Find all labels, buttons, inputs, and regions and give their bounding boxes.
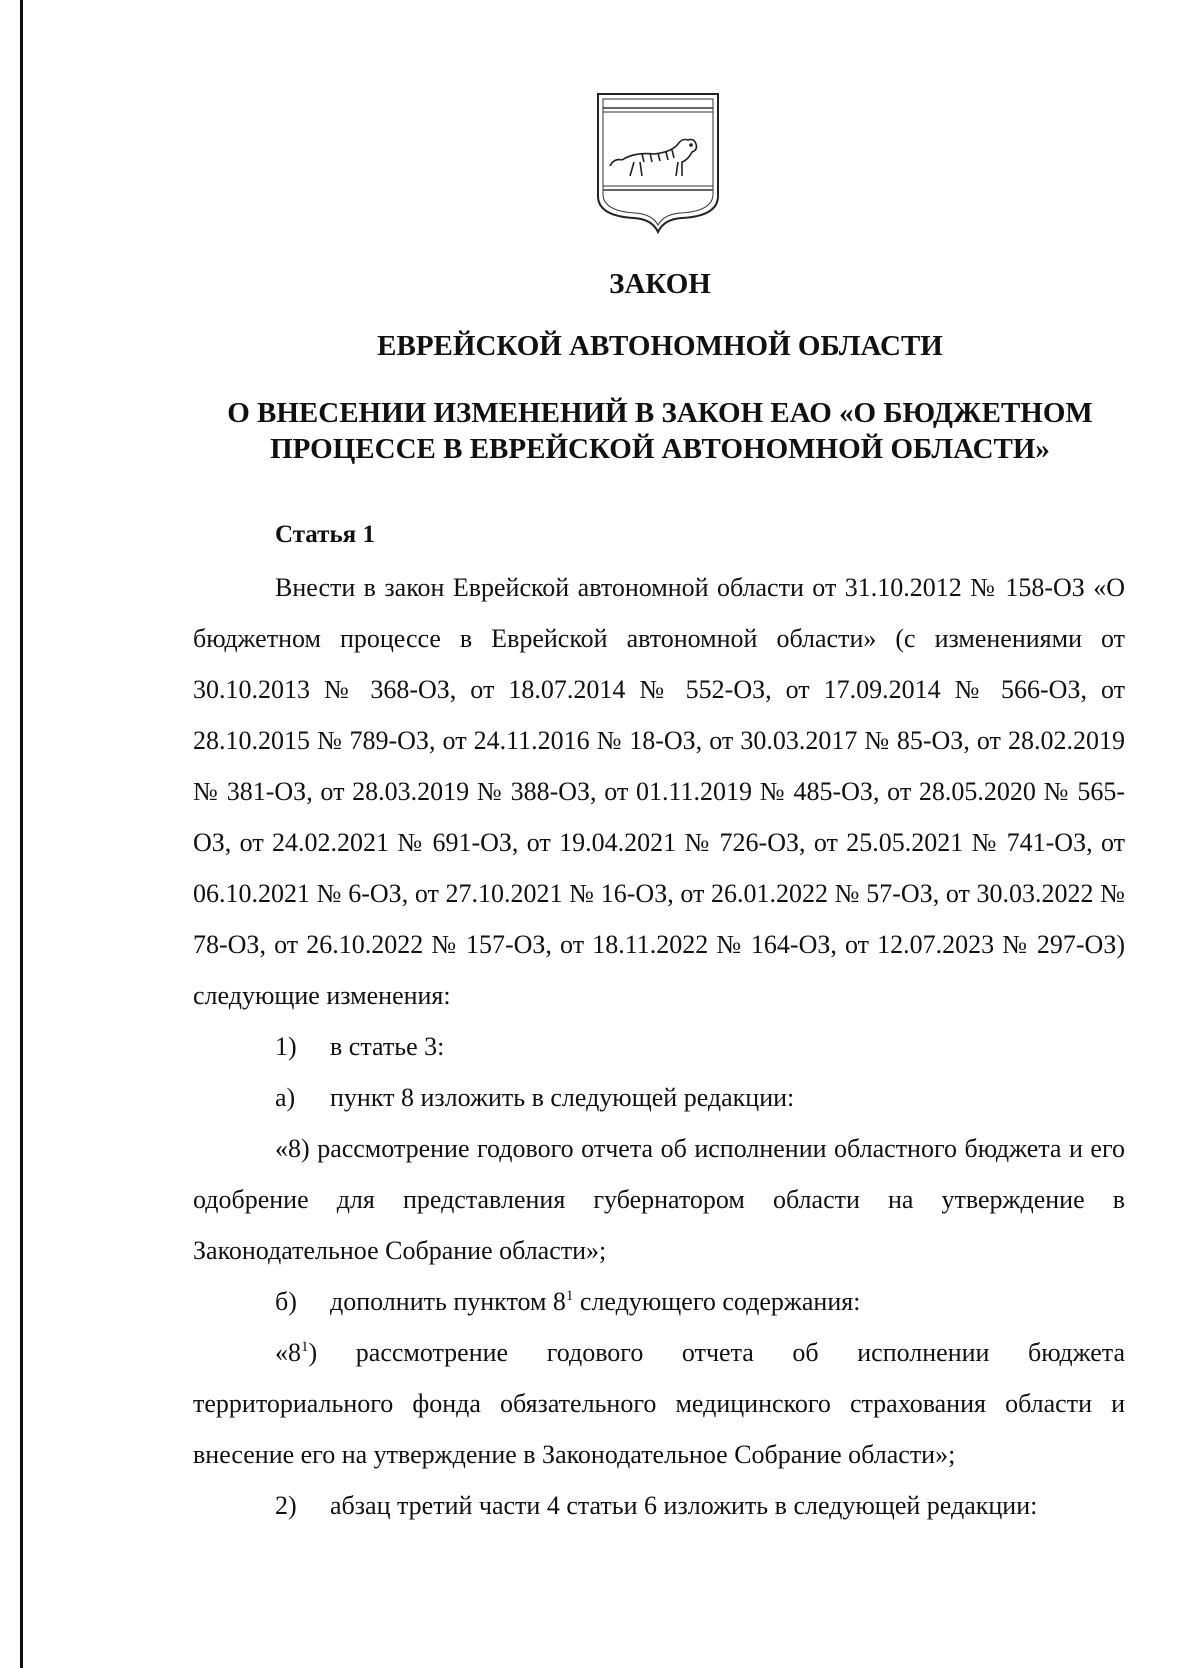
- article-heading: Статья 1: [275, 521, 375, 548]
- quote-point-8-1-text: ) рассмотрение годового отчета об исполнении бюджета территориального фонда обязательного медицинского страхования области и внесение его на утверждение в Законодательное Собрание области»;: [193, 1338, 1125, 1469]
- list-item-2-number: 2): [275, 1491, 297, 1520]
- region-title: ЕВРЕЙСКОЙ АВТОНОМНОЙ ОБЛАСТИ: [377, 330, 943, 362]
- list-item-b-text-after: следующего содержания:: [573, 1287, 861, 1316]
- article-intro-paragraph: Внести в закон Еврейской автономной области от 31.10.2012 № 158-ОЗ «О бюджетном процессе в Еврейской автономной области» (с изменениями от 30.10.2013 № 368-ОЗ, от 18.07.2014 № 552-ОЗ, от 17.09.2014 № 566-ОЗ, от 28.10.2015 № 789-ОЗ, от 24.11.2016 № 18-ОЗ, от 30.03.2017 № 85-ОЗ, от 28.02.2019 № 381-ОЗ, от 28.03.2019 № 388-ОЗ, от 01.11.2019 № 485-ОЗ, от 28.05.2020 № 565-ОЗ, от 24.02.2021 № 691-ОЗ, от 19.04.2021 № 726-ОЗ, от 25.05.2021 № 741-ОЗ, от 06.10.2021 № 6-ОЗ, от 27.10.2021 № 16-ОЗ, от 26.01.2022 № 57-ОЗ, от 30.03.2022 № 78-ОЗ, от 26.10.2022 № 157-ОЗ, от 18.11.2022 № 164-ОЗ, от 12.07.2023 № 297-ОЗ) следующие изменения:: [193, 573, 1125, 1010]
- quote-point-8: «8) рассмотрение годового отчета об исполнении областного бюджета и его одобрение для представления губернатором области на утверждение в Законодательное Собрание области»;: [193, 1134, 1125, 1265]
- quote-point-8-1-superscript: 1: [301, 1339, 309, 1355]
- list-item-1: [193, 1021, 1125, 1072]
- scan-left-edge: [20, 0, 23, 1668]
- list-item-b-text-before: дополнить пунктом 8: [330, 1287, 566, 1316]
- document-type-title: ЗАКОН: [609, 268, 711, 300]
- quote-point-8-1: [193, 1327, 1125, 1480]
- list-item-b-letter: б): [275, 1287, 297, 1316]
- list-item-1-number: 1): [275, 1032, 297, 1061]
- list-item-b-superscript: 1: [565, 1288, 574, 1304]
- coat-of-arms-emblem: [594, 90, 722, 234]
- list-item-a-letter: а): [275, 1083, 296, 1112]
- list-item-2: [193, 1480, 1125, 1531]
- list-item-a: [193, 1072, 1125, 1123]
- article-body: [193, 562, 1125, 1531]
- law-subject-line-2: ПРОЦЕССЕ В ЕВРЕЙСКОЙ АВТОНОМНОЙ ОБЛАСТИ»: [270, 433, 1050, 465]
- list-item-b-text: [330, 1276, 860, 1327]
- list-item-1-text: в статье 3:: [330, 1032, 445, 1061]
- list-item-b: [193, 1276, 1125, 1327]
- list-item-2-text: абзац третий части 4 статьи 6 изложить в следующей редакции:: [330, 1491, 1038, 1520]
- law-subject-title: [180, 395, 1140, 467]
- quote-point-8-1-open: «8: [275, 1338, 301, 1367]
- law-subject-line-1: О ВНЕСЕНИИ ИЗМЕНЕНИЙ В ЗАКОН ЕАО «О БЮДЖЕТНОМ: [227, 397, 1093, 429]
- list-item-a-text: пункт 8 изложить в следующей редакции:: [330, 1083, 795, 1112]
